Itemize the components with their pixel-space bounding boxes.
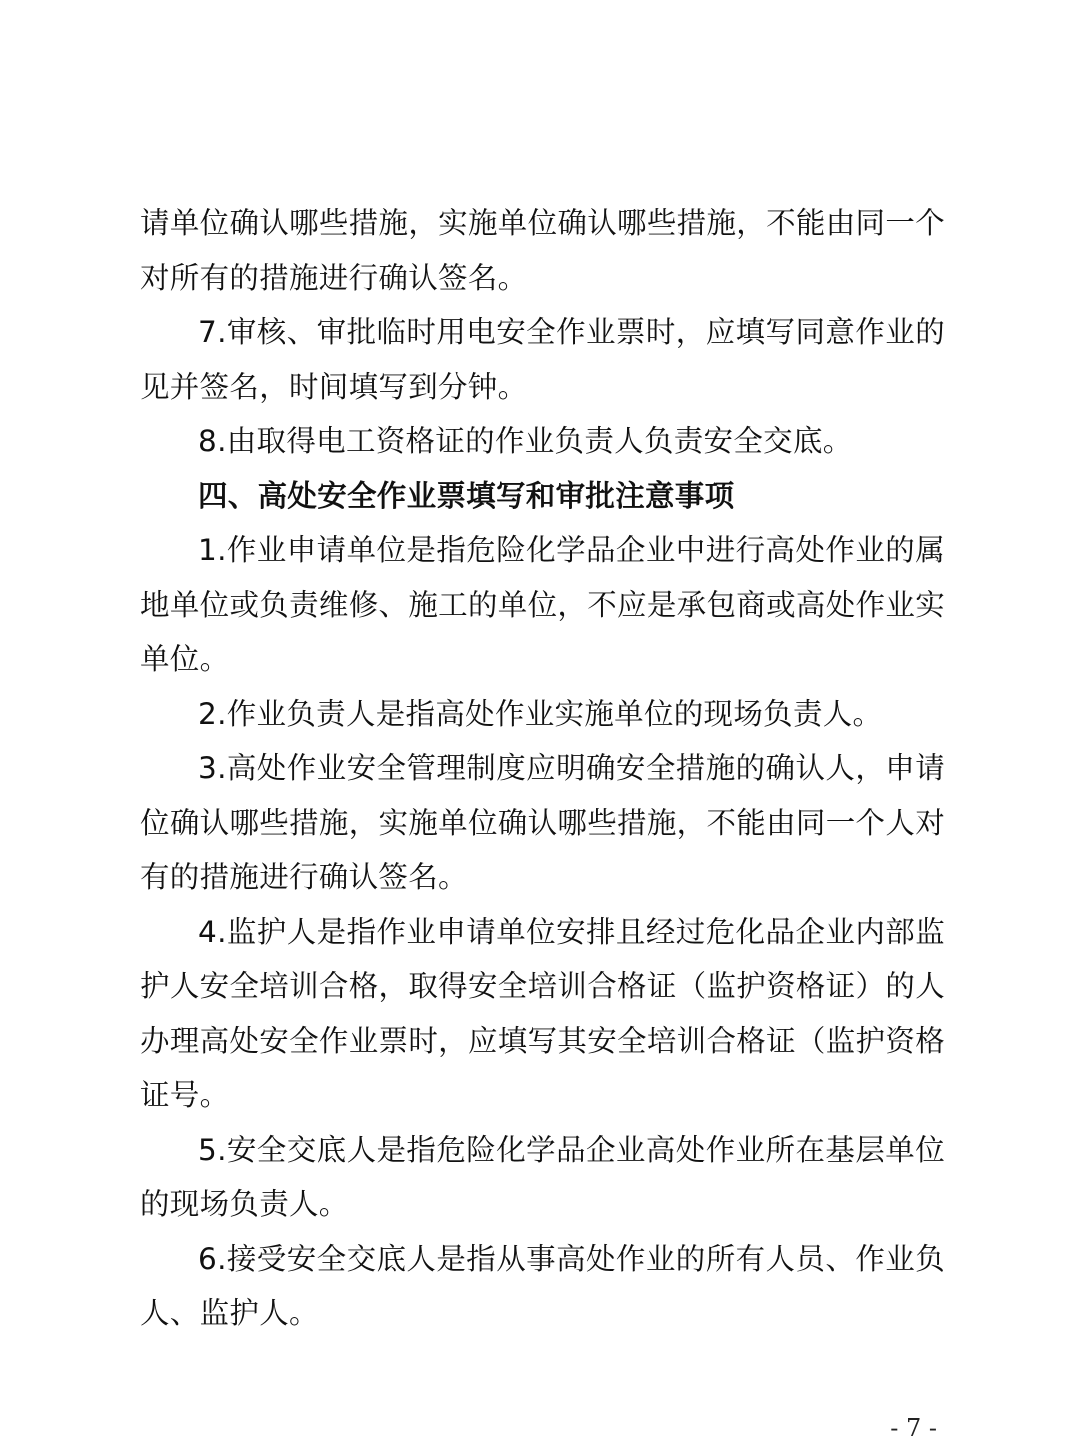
list-item-7: 7.审核、审批临时用电安全作业票时，应填写同意作业的	[198, 315, 945, 349]
body-line: 证号。	[140, 1078, 230, 1112]
document-body	[140, 196, 945, 1341]
section-heading: 四、高处安全作业票填写和审批注意事项	[198, 478, 735, 513]
body-line: 请单位确认哪些措施，实施单位确认哪些措施，不能由同一个	[140, 206, 945, 240]
body-line: 地单位或负责维修、施工的单位，不应是承包商或高处作业实	[140, 587, 945, 622]
body-line: 单位。	[140, 642, 230, 676]
list-item-6: 6.接受安全交底人是指从事高处作业的所有人员、作业负	[198, 1241, 945, 1276]
body-line: 对所有的措施进行确认签名。	[140, 260, 528, 295]
list-item-1: 1.作业申请单位是指危险化学品企业中进行高处作业的属	[198, 533, 945, 567]
list-item-3: 3.高处作业安全管理制度应明确安全措施的确认人，申请	[198, 751, 945, 785]
list-item-4: 4.监护人是指作业申请单位安排且经过危化品企业内部监	[198, 914, 945, 949]
body-line: 的现场负责人。	[140, 1187, 349, 1221]
body-line: 护人安全培训合格，取得安全培训合格证（监护资格证）的人	[140, 969, 945, 1003]
body-line: 有的措施进行确认签名。	[140, 860, 468, 894]
page-number: - 7 -	[890, 1414, 937, 1442]
body-line: 见并签名，时间填写到分钟。	[140, 369, 528, 404]
list-item-8: 8.由取得电工资格证的作业负责人负责安全交底。	[198, 424, 853, 458]
body-line: 人、监护人。	[140, 1296, 319, 1330]
list-item-2: 2.作业负责人是指高处作业实施单位的现场负责人。	[198, 696, 883, 731]
body-line: 位确认哪些措施，实施单位确认哪些措施，不能由同一个人对	[140, 805, 945, 840]
body-line: 办理高处安全作业票时，应填写其安全培训合格证（监护资格	[140, 1023, 945, 1058]
list-item-5: 5.安全交底人是指危险化学品企业高处作业所在基层单位	[198, 1132, 945, 1167]
